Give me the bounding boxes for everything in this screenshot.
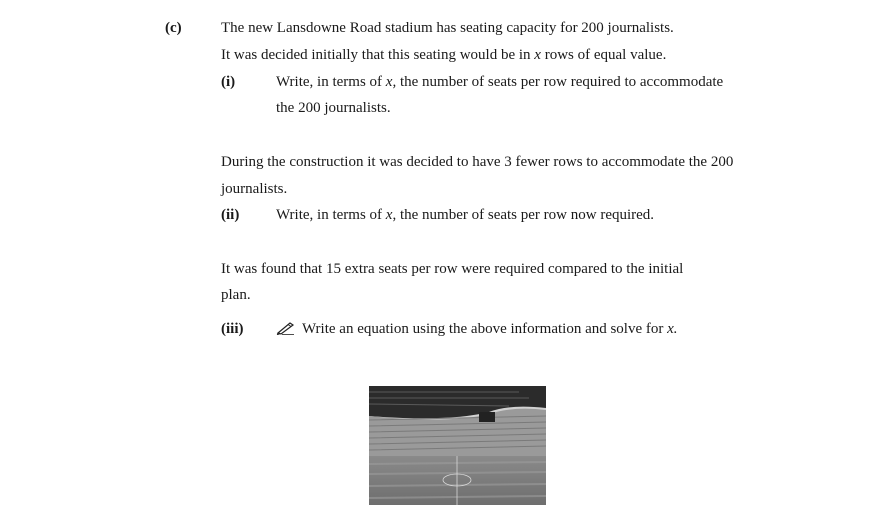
subquestion-ii-text bbox=[276, 206, 654, 224]
intro-line-2 bbox=[221, 46, 666, 64]
found-line-2: plan. bbox=[221, 287, 251, 303]
subquestion-iii-text bbox=[276, 320, 678, 338]
subquestion-ii-label: (ii) bbox=[221, 207, 240, 223]
subquestion-i-start: Write, in terms of bbox=[276, 74, 386, 90]
subquestion-iii-start: Write an equation using the above information and solve for bbox=[302, 321, 668, 337]
variable-x: x, bbox=[385, 74, 397, 90]
subquestion-i-line-2: the 200 journalists. bbox=[276, 100, 391, 116]
subquestion-i-line-1 bbox=[276, 73, 723, 91]
construction-line-2: journalists. bbox=[221, 181, 288, 197]
subquestion-i-end: the number of seats per row required to accommodate bbox=[396, 74, 724, 90]
found-line-1: It was found that 15 extra seats per row were required compared to the initial bbox=[221, 261, 684, 277]
intro-line-2-end: rows of equal value. bbox=[540, 47, 667, 63]
subquestion-ii-end: , the number of seats per row now required. bbox=[392, 207, 655, 223]
part-label: (c) bbox=[165, 20, 182, 36]
stadium-photo bbox=[369, 386, 546, 505]
pencil-icon bbox=[276, 321, 296, 335]
variable-x: x. bbox=[667, 321, 678, 337]
variable-x: x bbox=[385, 207, 393, 223]
variable-x: x bbox=[534, 47, 541, 63]
subquestion-ii-start: Write, in terms of bbox=[276, 207, 386, 223]
subquestion-i-label: (i) bbox=[221, 74, 236, 90]
construction-line-1: During the construction it was decided to have 3 fewer rows to accommodate the 200 bbox=[221, 154, 734, 170]
subquestion-iii-label: (iii) bbox=[221, 321, 244, 337]
intro-line-1: The new Lansdowne Road stadium has seating capacity for 200 journalists. bbox=[221, 20, 674, 36]
intro-line-2-start: It was decided initially that this seating would be in bbox=[221, 47, 535, 63]
